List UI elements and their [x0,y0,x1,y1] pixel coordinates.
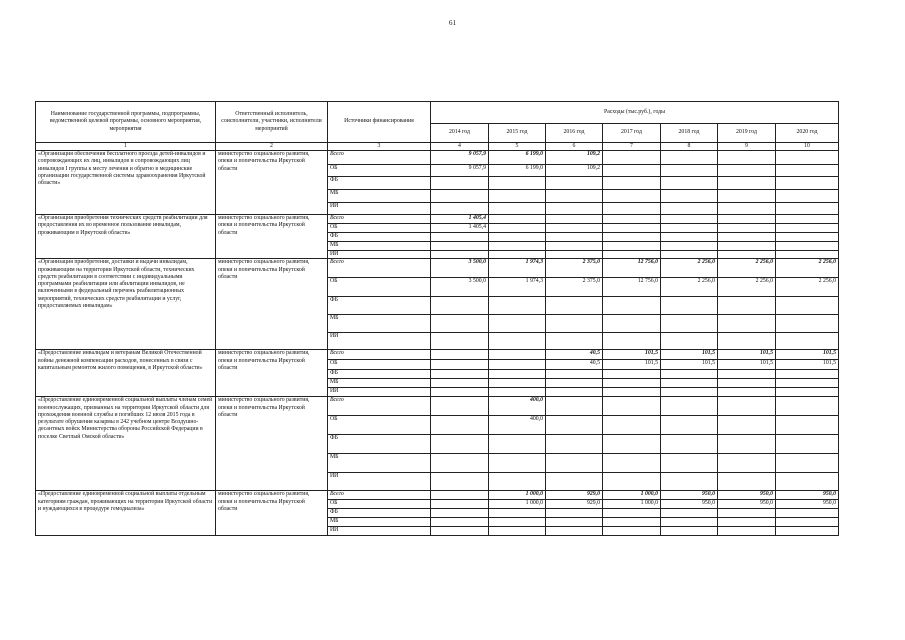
expense-value [661,297,718,315]
expense-value [431,416,489,435]
expense-value [661,251,718,259]
executor-name: министерство социального развития, опеки и попечительства Иркутской области [216,259,328,350]
expense-value [718,509,776,518]
funding-source: МБ [328,379,431,388]
funding-source: ОБ [328,416,431,435]
expense-value: 109,2 [546,165,603,177]
funding-source: ИИ [328,527,431,536]
expense-value: 40,5 [546,360,603,370]
expense-value [546,379,603,388]
funding-source: Всего [328,151,431,165]
expense-value [603,251,661,259]
funding-source: ФБ [328,370,431,379]
expense-value [718,379,776,388]
table-row [36,397,839,416]
expense-value: 1 405,4 [431,215,489,224]
expense-value [489,203,546,215]
expense-value: 12 756,0 [603,259,661,278]
expense-value [603,190,661,203]
expense-value [661,165,718,177]
program-name: «Организация приобретения, доставки и выдачи инвалидам, проживающим на территории Иркутской области, технических средств реабилитации в соответствии с индивидуальными программами реабилитации или абилитации инвалидов, не включенными в федеральный перечень реабилитационных мероприятий, технических средств реабилитации и услуг, предоставляемых инвалидам» [36,259,216,350]
program-name: «Предоставление единовременной социальной выплаты членам семей военнослужащих, призванных на территории Иркутской области для прохождения военной службы и погибших 12 июля 2015 года в результате обрушения казармы в 242 учебном центре Воздушно-десантных войск Министерства обороны Российской Федерации в поселке Светлый Омской области» [36,397,216,491]
expense-value [661,203,718,215]
expense-value [776,224,839,233]
expense-value [489,360,546,370]
expense-value [718,473,776,491]
expense-value [546,315,603,333]
table-header [36,102,839,151]
header-year: 2018 год [661,124,718,143]
expense-value [431,350,489,360]
expense-value [661,151,718,165]
expense-value: 2 256,0 [661,259,718,278]
expense-value [603,454,661,473]
expense-value [431,177,489,190]
expense-value [718,242,776,251]
expense-value [603,233,661,242]
expense-value [603,242,661,251]
expense-value [431,333,489,350]
expense-value [546,527,603,536]
expense-value [776,333,839,350]
expense-value [431,397,489,416]
header-year: 2015 год [489,124,546,143]
expense-value [718,435,776,454]
funding-source: ФБ [328,297,431,315]
expense-value [431,190,489,203]
expense-value [489,518,546,527]
expense-value [431,491,489,500]
table-row [36,259,839,278]
funding-source: ИИ [328,333,431,350]
expense-value [431,203,489,215]
expense-value [431,370,489,379]
funding-source: Всего [328,397,431,416]
funding-source: ФБ [328,233,431,242]
expense-value [661,315,718,333]
executor-name: министерство социального развития, опеки и попечительства Иркутской области [216,151,328,215]
expense-value [661,177,718,190]
expense-value [718,333,776,350]
column-index: 3 [328,143,431,151]
expense-value [546,215,603,224]
expense-value [718,203,776,215]
table-row [36,350,839,360]
funding-source: ОБ [328,500,431,509]
table-row [36,491,839,500]
expense-value [776,165,839,177]
expense-value [431,454,489,473]
expense-value [489,233,546,242]
expense-value: 3 500,0 [431,259,489,278]
funding-source: ОБ [328,278,431,297]
expense-value: 101,5 [718,360,776,370]
expense-value [489,251,546,259]
expense-value: 2 375,0 [546,259,603,278]
expense-value: 929,0 [546,500,603,509]
expense-value: 950,0 [718,491,776,500]
column-index: 10 [776,143,839,151]
expense-value [776,203,839,215]
expense-value [718,233,776,242]
expense-value: 1 974,3 [489,259,546,278]
expense-value [603,388,661,397]
expense-value: 1 000,0 [489,500,546,509]
expense-value [546,416,603,435]
expense-value [776,518,839,527]
expense-value: 101,5 [603,350,661,360]
header-source: Источники финансирования [328,102,431,143]
expense-value [718,165,776,177]
expense-value [489,388,546,397]
column-index: 8 [661,143,718,151]
expense-value [546,242,603,251]
expense-value: 3 500,0 [431,278,489,297]
expense-value [776,251,839,259]
expense-value [489,454,546,473]
expense-value [718,177,776,190]
expense-value [546,454,603,473]
expense-value: 101,5 [776,350,839,360]
expense-value [431,509,489,518]
expense-value: 1 974,3 [489,278,546,297]
expense-value: 950,0 [661,500,718,509]
expense-value [661,473,718,491]
funding-source: ОБ [328,360,431,370]
expense-value: 2 256,0 [776,278,839,297]
expense-value [661,454,718,473]
funding-source: ИИ [328,388,431,397]
expense-value: 101,5 [718,350,776,360]
expense-value [546,251,603,259]
expense-value [661,333,718,350]
expense-value [431,297,489,315]
program-name: «Организация обеспечения бесплатного проезда детей-инвалидов и сопровождающих их лиц, инвалидов и сопровождающих лиц инвалидов I группы к месту лечения и обратно в медицинские организации государственной системы здравоохранения Иркутской области» [36,151,216,215]
expense-value [718,370,776,379]
funding-source: Всего [328,350,431,360]
expense-value [489,527,546,536]
header-year: 2016 год [546,124,603,143]
expense-value [489,215,546,224]
expense-value: 950,0 [776,491,839,500]
budget-table [35,101,839,536]
expense-value [489,473,546,491]
expense-value [661,388,718,397]
funding-source: МБ [328,454,431,473]
expense-value [718,190,776,203]
expense-value [661,416,718,435]
expense-value [603,177,661,190]
expense-value [776,379,839,388]
funding-source: Всего [328,259,431,278]
expense-value [776,297,839,315]
expense-value [661,242,718,251]
expense-value [546,370,603,379]
expense-value: 1 405,4 [431,224,489,233]
expense-value: 1 000,0 [603,500,661,509]
header-expenses: Расходы (тыс.руб.), годы [431,102,839,124]
expense-value [489,315,546,333]
page-number: 61 [449,19,456,27]
expense-value [489,435,546,454]
header-program: Наименование государственной программы, подпрограммы, ведомственной целевой программы, основного мероприятия, мероприятия [36,102,216,143]
expense-value [661,379,718,388]
expense-value [661,215,718,224]
expense-value [661,190,718,203]
expense-value: 2 256,0 [718,259,776,278]
funding-source: ФБ [328,435,431,454]
expense-value [718,518,776,527]
expense-value [546,435,603,454]
executor-name: министерство социального развития, опеки и попечительства Иркутской области [216,350,328,397]
expense-value: 101,5 [661,350,718,360]
header-year: 2020 год [776,124,839,143]
expense-value [718,224,776,233]
expense-value: 2 375,0 [546,278,603,297]
expense-value [546,203,603,215]
expense-value [718,397,776,416]
expense-value [603,473,661,491]
expense-value [603,333,661,350]
expense-value [546,518,603,527]
expense-value: 1 000,0 [603,491,661,500]
funding-source: ОБ [328,224,431,233]
expense-value [431,233,489,242]
expense-value [661,435,718,454]
expense-value: 2 256,0 [718,278,776,297]
expense-value [546,333,603,350]
expense-value [603,215,661,224]
expense-value [431,518,489,527]
expense-value [489,297,546,315]
expense-value: 2 256,0 [661,278,718,297]
expense-value [661,527,718,536]
expense-value [776,454,839,473]
expense-value [661,509,718,518]
table-row [36,215,839,224]
expense-value [776,388,839,397]
expense-value: 9 057,9 [431,165,489,177]
column-index: 6 [546,143,603,151]
expense-value [603,435,661,454]
expense-value: 950,0 [776,500,839,509]
expense-value [776,215,839,224]
executor-name: министерство социального развития, опеки и попечительства Иркутской области [216,215,328,259]
column-index: 5 [489,143,546,151]
expense-value [603,370,661,379]
expense-value [489,509,546,518]
expense-value [776,509,839,518]
funding-source: МБ [328,518,431,527]
column-index: 2 [216,143,328,151]
expense-value [661,397,718,416]
expense-value [489,350,546,360]
expense-value [776,315,839,333]
table-row [36,151,839,165]
expense-value: 101,5 [603,360,661,370]
expense-value: 6 199,0 [489,165,546,177]
column-index: 4 [431,143,489,151]
expense-value [718,297,776,315]
expense-value [661,224,718,233]
executor-name: министерство социального развития, опеки и попечительства Иркутской области [216,491,328,536]
expense-value [489,333,546,350]
funding-source: МБ [328,190,431,203]
expense-value: 9 057,9 [431,151,489,165]
funding-source: МБ [328,242,431,251]
program-name: «Предоставление единовременной социальной выплаты отдельным категориям граждан, проживающих на территории Иркутской области и нуждающихся в процедуре гемодиализа» [36,491,216,536]
expense-value: 40,5 [546,350,603,360]
expense-value [489,224,546,233]
expense-value [431,435,489,454]
expense-value [431,500,489,509]
expense-value [718,215,776,224]
expense-value [603,203,661,215]
expense-value [546,177,603,190]
expense-value [718,151,776,165]
column-index: 1 [36,143,216,151]
expense-value [546,509,603,518]
expense-value [776,397,839,416]
expense-value: 2 256,0 [776,259,839,278]
expense-value [431,251,489,259]
funding-source: ИИ [328,473,431,491]
expense-value [718,416,776,435]
expense-value [718,388,776,397]
expense-value [489,242,546,251]
expense-value [776,190,839,203]
expense-value [431,242,489,251]
expense-value [431,388,489,397]
expense-value: 929,0 [546,491,603,500]
funding-source: МБ [328,315,431,333]
expense-value: 101,5 [661,360,718,370]
expense-value: 6 199,0 [489,151,546,165]
expense-value [776,242,839,251]
expense-value [776,370,839,379]
program-name: «Предоставление инвалидам и ветеранам Великой Отечественной войны денежной компенсации расходов, понесенных в связи с капитальным ремонтом жилого помещения, в Иркутской области» [36,350,216,397]
expense-value [776,416,839,435]
expense-value: 1 000,0 [489,491,546,500]
expense-value: 400,0 [489,416,546,435]
expense-value [718,527,776,536]
funding-source: ИИ [328,251,431,259]
expense-value [603,527,661,536]
expense-value [603,397,661,416]
expense-value: 109,2 [546,151,603,165]
expense-value [546,388,603,397]
funding-source: ОБ [328,165,431,177]
header-year: 2014 год [431,124,489,143]
header-year: 2019 год [718,124,776,143]
expense-value [546,190,603,203]
expense-value [546,397,603,416]
funding-source: ФБ [328,177,431,190]
expense-value [431,315,489,333]
expense-value: 950,0 [718,500,776,509]
expense-value [431,360,489,370]
header-executor: Ответственный исполнитель, соисполнители, участники, исполнители мероприятий [216,102,328,143]
expense-value [546,224,603,233]
expense-value [718,251,776,259]
expense-value [489,177,546,190]
expense-value [603,151,661,165]
funding-source: Всего [328,215,431,224]
expense-value: 950,0 [661,491,718,500]
expense-value [546,473,603,491]
expense-value [776,473,839,491]
column-index: 7 [603,143,661,151]
header-year: 2017 год [603,124,661,143]
funding-source: Всего [328,491,431,500]
expense-value [431,527,489,536]
expense-value [431,379,489,388]
expense-value: 12 756,0 [603,278,661,297]
expense-value [661,518,718,527]
expense-value [546,297,603,315]
expense-value [546,233,603,242]
expense-value: 101,5 [776,360,839,370]
expense-value [489,379,546,388]
expense-value [776,177,839,190]
program-name: «Организация приобретения технических средств реабилитации для предоставления их во временное пользование инвалидам, проживающим в Иркутской области» [36,215,216,259]
expense-value [603,509,661,518]
expense-value [661,370,718,379]
funding-source: ФБ [328,509,431,518]
executor-name: министерство социального развития, опеки и попечительства Иркутской области [216,397,328,491]
funding-source: ИИ [328,203,431,215]
expense-value: 400,0 [489,397,546,416]
expense-value [603,297,661,315]
expense-value [776,151,839,165]
expense-value [489,370,546,379]
expense-value [718,454,776,473]
expense-value [776,435,839,454]
expense-value [603,379,661,388]
expense-value [661,233,718,242]
expense-value [718,315,776,333]
expense-value [603,224,661,233]
expense-value [603,165,661,177]
expense-value [603,416,661,435]
expense-value [776,527,839,536]
expense-value [489,190,546,203]
expense-value [603,315,661,333]
expense-value [431,473,489,491]
column-index: 9 [718,143,776,151]
expense-value [603,518,661,527]
expense-value [776,233,839,242]
